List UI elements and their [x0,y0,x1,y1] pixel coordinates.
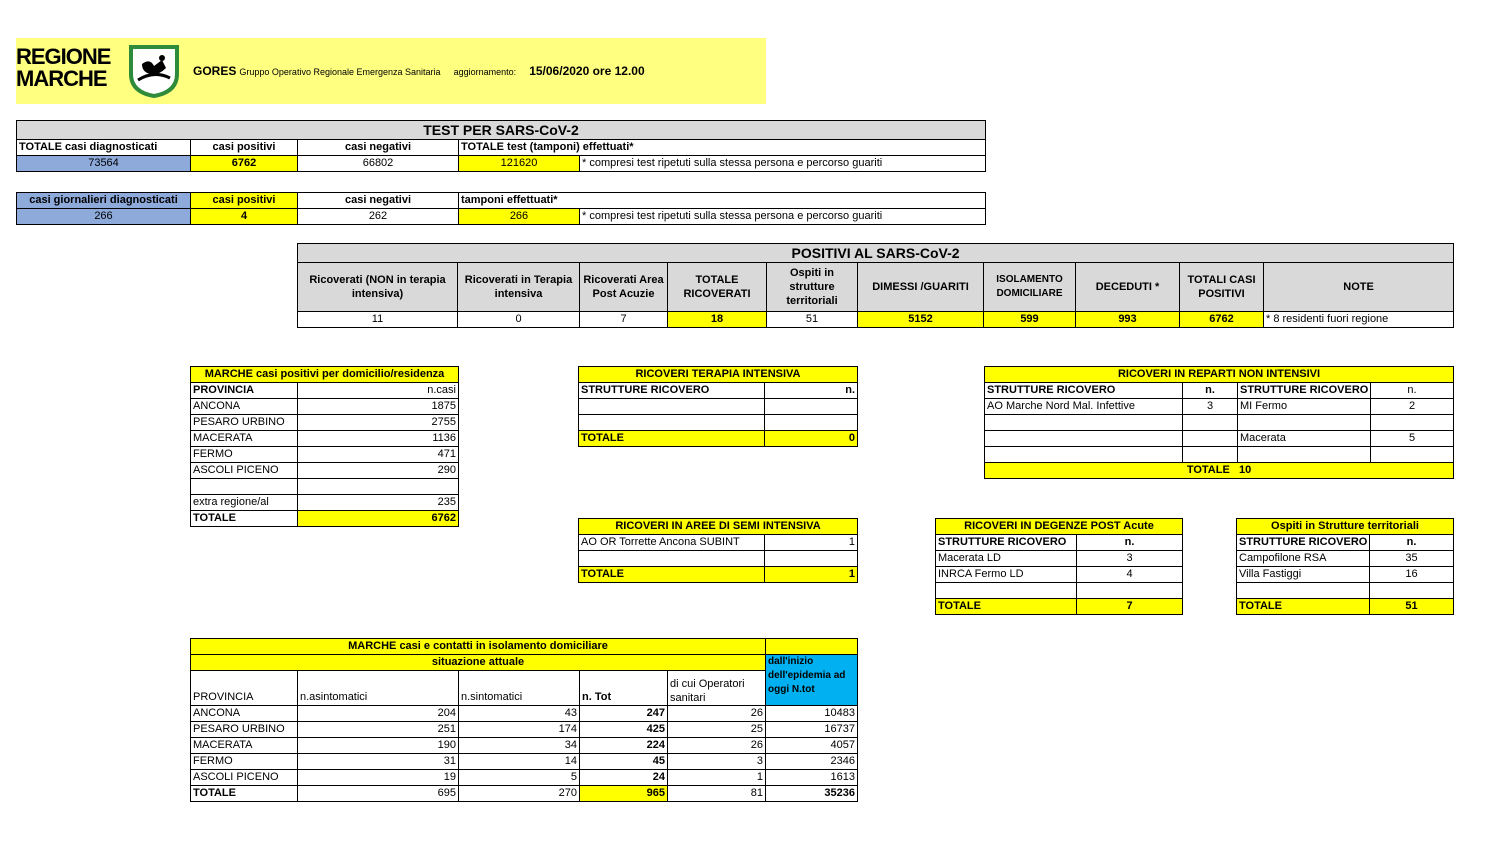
ti-total-label: TOTALE [579,431,765,447]
tests-header-tamponi: TOTALE test (tamponi) effettuati* [459,140,986,156]
provincia-value: 235 [298,495,459,511]
iso-prov: ASCOLI PICENO [191,770,298,786]
ospiti-total-label: TOTALE [1237,599,1370,615]
logo-emblem-icon [128,44,180,98]
post-header-value: n. [1077,535,1183,551]
ospiti-header-value: n. [1370,535,1454,551]
daily-header-totale: casi giornalieri diagnosticati [17,193,191,209]
post-header-name: STRUTTURE RICOVERO [936,535,1077,551]
table-row [191,431,459,447]
iso-oper: 25 [668,722,766,738]
provincia-value: 1136 [298,431,459,447]
semi-total-label: TOTALE [579,567,765,583]
ospiti-title: Ospiti in Strutture territoriali [1237,519,1454,535]
iso-sint: 5 [459,770,580,786]
positivi-header-1: Ricoverati in Terapia intensiva [458,263,580,312]
provincia-value [298,479,459,495]
table-row [191,463,459,479]
iso-tot: 45 [580,754,668,770]
semi-title: RICOVERI IN AREE DI SEMI INTENSIVA [579,519,858,535]
post-table [935,518,1183,615]
table-row [191,738,858,754]
tests-header-positivi: casi positivi [191,140,298,156]
iso-sint: 174 [459,722,580,738]
iso-total-oper: 81 [668,786,766,802]
iso-inizio: 16737 [766,722,858,738]
iso-total-inizio: 35236 [766,786,858,802]
positivi-value-3: 18 [668,312,767,328]
tests-value-tamponi: 121620 [459,156,580,172]
nonint-value [1183,415,1238,431]
positivi-header-0: Ricoverati (NON in terapia intensiva) [298,263,458,312]
nonint-header-name-2: STRUTTURE RICOVERO [1238,383,1371,399]
ospiti-value [1370,583,1454,599]
iso-sint: 34 [459,738,580,754]
nonint-title: RICOVERI IN REPARTI NON INTENSIVI [985,367,1454,383]
nonint-value: 2 [1371,399,1454,415]
positivi-value-7: 993 [1076,312,1180,328]
table-row [1237,567,1454,583]
table-row [191,495,459,511]
daily-value-totale: 266 [17,209,191,225]
provincia-table [190,366,459,527]
nonint-header-value-2: n. [1371,383,1454,399]
table-row [191,722,858,738]
provincia-value: 290 [298,463,459,479]
semi-value: 1 [765,535,858,551]
isolamento-header-prov: PROVINCIA [191,671,298,706]
nonint-name [1238,447,1371,463]
iso-tot: 24 [580,770,668,786]
provincia-total-label: TOTALE [191,511,298,527]
post-value: 4 [1077,567,1183,583]
post-value [1077,583,1183,599]
nonint-value [1371,447,1454,463]
logo-text-1: REGIONE [16,44,111,69]
nonint-total-label: TOTALE [1186,464,1230,476]
nonint-table [984,366,1454,479]
provincia-name: PESARO URBINO [191,415,298,431]
positivi-header-6: ISOLAMENTO DOMICILIARE [984,263,1076,312]
ospiti-value: 16 [1370,567,1454,583]
table-row [191,770,858,786]
iso-oper: 3 [668,754,766,770]
semi-table [578,518,858,583]
post-value: 3 [1077,551,1183,567]
tests-header-negativi: casi negativi [298,140,459,156]
ti-title: RICOVERI TERAPIA INTENSIVA [579,367,858,383]
daily-header-positivi: casi positivi [191,193,298,209]
post-name: Macerata LD [936,551,1077,567]
table-row [1237,583,1454,599]
iso-total-sint: 270 [459,786,580,802]
nonint-name: AO Marche Nord Mal. Infettive [985,399,1183,415]
iso-total-label: TOTALE [191,786,298,802]
iso-asint: 190 [298,738,459,754]
isolamento-header-oper: di cui Operatori sanitari [668,671,766,706]
iso-oper: 1 [668,770,766,786]
iso-oper: 26 [668,738,766,754]
org-full-name: Gruppo Operativo Regionale Emergenza Sanitaria [239,67,441,77]
isolamento-header-asint: n.asintomatici [298,671,459,706]
positivi-header-7: DECEDUTI * [1076,263,1180,312]
table-row [1237,551,1454,567]
iso-asint: 31 [298,754,459,770]
isolamento-header-inizio: dall'inizio dell'epidemia ad oggi N.tot [766,655,858,706]
update-label: aggiornamento: [453,67,517,77]
positivi-value-9: * 8 residenti fuori regione [1264,312,1454,328]
positivi-header-5: DIMESSI /GUARITI [858,263,984,312]
iso-inizio: 1613 [766,770,858,786]
provincia-name [191,479,298,495]
post-name [936,583,1077,599]
ospiti-name [1237,583,1370,599]
nonint-value: 3 [1183,399,1238,415]
nonint-name: MI Fermo [1238,399,1371,415]
nonint-total [985,463,1454,479]
positivi-header-8: TOTALI CASI POSITIVI [1180,263,1264,312]
positivi-value-1: 0 [458,312,580,328]
table-row [985,431,1454,447]
semi-name: AO OR Torrette Ancona SUBINT [579,535,765,551]
table-row [191,415,459,431]
semi-total-value: 1 [765,567,858,583]
isolamento-title: MARCHE casi e contatti in isolamento domiciliare [191,639,766,655]
provincia-value: 1875 [298,399,459,415]
isolamento-header-sint: n.sintomatici [459,671,580,706]
provincia-header-value: n.casi [298,383,459,399]
table-row [985,415,1454,431]
nonint-name [985,447,1183,463]
iso-inizio: 10483 [766,706,858,722]
provincia-name: FERMO [191,447,298,463]
table-row [579,535,858,551]
table-row [191,447,459,463]
positivi-title: POSITIVI AL SARS-CoV-2 [298,244,1454,263]
table-row-total [191,786,858,802]
positivi-value-5: 5152 [858,312,984,328]
iso-prov: PESARO URBINO [191,722,298,738]
tests-value-positivi: 6762 [191,156,298,172]
iso-prov: FERMO [191,754,298,770]
daily-note: * compresi test ripetuti sulla stessa persona e percorso guariti [580,209,986,225]
provincia-header-name: PROVINCIA [191,383,298,399]
table-row [936,583,1183,599]
iso-total-tot: 965 [580,786,668,802]
org-name: GORES [193,64,237,78]
provincia-name: ANCONA [191,399,298,415]
daily-value-positivi: 4 [191,209,298,225]
nonint-value [1183,447,1238,463]
table-row [191,479,459,495]
provincia-name: MACERATA [191,431,298,447]
nonint-name [985,431,1183,447]
iso-sint: 14 [459,754,580,770]
iso-inizio: 2346 [766,754,858,770]
nonint-header-value-1: n. [1183,383,1238,399]
ti-header-value: n. [765,383,858,399]
table-row [191,399,459,415]
logo [16,44,181,100]
ospiti-value: 35 [1370,551,1454,567]
table-row [579,415,858,431]
provincia-name: ASCOLI PICENO [191,463,298,479]
update-value: 15/06/2020 ore 12.00 [529,64,645,78]
tests-table [16,120,986,172]
isolamento-header-tot: n. Tot [580,671,668,706]
table-row [579,551,858,567]
provincia-total-value: 6762 [298,511,459,527]
nonint-name: Macerata [1238,431,1371,447]
positivi-header-2: Ricoverati Area Post Acuzie [580,263,668,312]
nonint-value: 5 [1371,431,1454,447]
positivi-value-0: 11 [298,312,458,328]
header-banner [16,38,766,104]
iso-total-asint: 695 [298,786,459,802]
post-total-label: TOTALE [936,599,1077,615]
isolamento-subtitle: situazione attuale [191,655,766,671]
tests-header-totale: TOTALE casi diagnosticati [17,140,191,156]
nonint-name [985,415,1183,431]
nonint-value [1183,431,1238,447]
iso-prov: ANCONA [191,706,298,722]
positivi-table [297,243,1454,328]
iso-asint: 204 [298,706,459,722]
iso-tot: 247 [580,706,668,722]
provincia-name: extra regione/al [191,495,298,511]
ti-table [578,366,858,447]
iso-inizio: 4057 [766,738,858,754]
logo-text-2: MARCHE [16,66,107,91]
iso-oper: 26 [668,706,766,722]
positivi-value-6: 599 [984,312,1076,328]
iso-asint: 19 [298,770,459,786]
tests-value-negativi: 66802 [298,156,459,172]
table-row [985,447,1454,463]
ospiti-name: Villa Fastiggi [1237,567,1370,583]
ospiti-header-name: STRUTTURE RICOVERO [1237,535,1370,551]
positivi-header-3: TOTALE RICOVERATI [668,263,767,312]
iso-prov: MACERATA [191,738,298,754]
positivi-value-8: 6762 [1180,312,1264,328]
nonint-value [1371,415,1454,431]
ospiti-name: Campofilone RSA [1237,551,1370,567]
tests-value-totale: 73564 [17,156,191,172]
iso-sint: 43 [459,706,580,722]
post-name: INRCA Fermo LD [936,567,1077,583]
isolamento-table [190,638,858,802]
org-line [193,64,645,78]
positivi-value-4: 51 [767,312,858,328]
iso-tot: 224 [580,738,668,754]
provincia-title: MARCHE casi positivi per domicilio/residenza [191,367,459,383]
table-row [936,567,1183,583]
post-title: RICOVERI IN DEGENZE POST Acute [936,519,1183,535]
table-row [191,754,858,770]
iso-asint: 251 [298,722,459,738]
daily-value-tamponi: 266 [459,209,580,225]
table-row [985,399,1454,415]
positivi-header-9: NOTE [1264,263,1454,312]
iso-tot: 425 [580,722,668,738]
post-total-value: 7 [1077,599,1183,615]
positivi-value-2: 7 [580,312,668,328]
nonint-header-name-1: STRUTTURE RICOVERO [985,383,1183,399]
daily-value-negativi: 262 [298,209,459,225]
nonint-name [1238,415,1371,431]
table-row [579,399,858,415]
tests-title: TEST PER SARS-CoV-2 [17,121,986,140]
ti-header-name: STRUTTURE RICOVERO [579,383,765,399]
daily-header-tamponi: tamponi effettuati* [459,193,986,209]
ti-total-value: 0 [765,431,858,447]
provincia-value: 2755 [298,415,459,431]
daily-table [16,192,986,225]
table-row [191,706,858,722]
positivi-header-4: Ospiti in strutture territoriali [767,263,858,312]
ospiti-table [1236,518,1454,615]
ospiti-total-value: 51 [1370,599,1454,615]
daily-header-negativi: casi negativi [298,193,459,209]
tests-note: * compresi test ripetuti sulla stessa persona e percorso guariti [580,156,986,172]
provincia-value: 471 [298,447,459,463]
table-row [936,551,1183,567]
nonint-total-value: 10 [1238,464,1252,476]
